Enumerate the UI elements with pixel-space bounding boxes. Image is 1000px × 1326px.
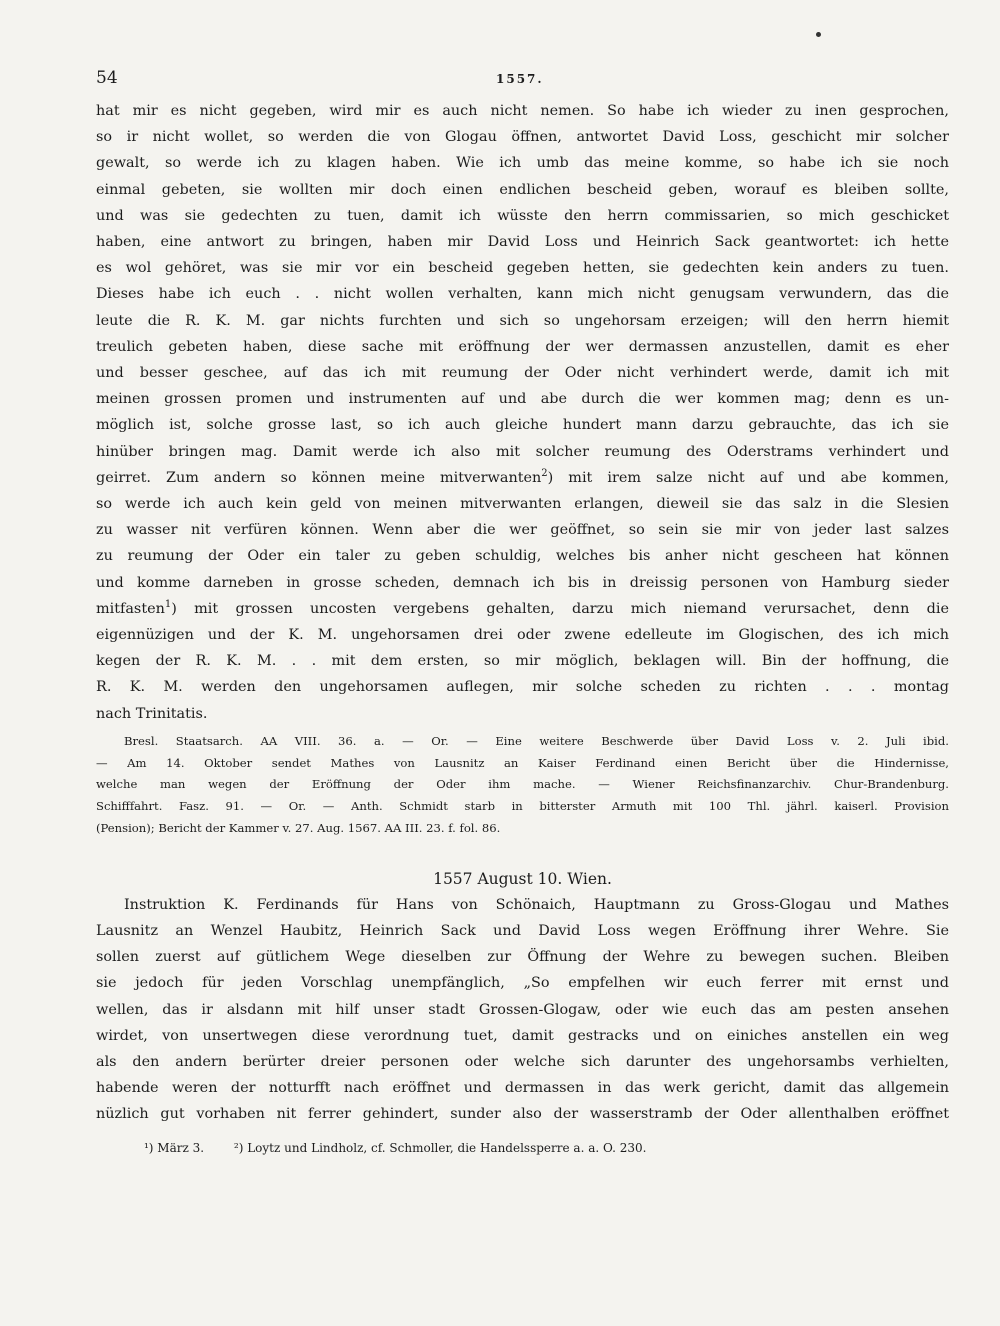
text-line: nach Trinitatis. (96, 705, 208, 722)
text-line: treulich gebeten haben, diese sache mit eröffnung der wer dermassen anzustellen, damit es eher (96, 338, 949, 355)
note-line: welche man wegen der Eröffnung der Oder ihm mache. — Wiener Reichsfinanzarchiv. Chur-Brandenburg. (96, 777, 949, 792)
text-line: so ir nicht wollet, so werden die von Glogau öffnen, antwortet David Loss, geschicht mir solcher (96, 129, 949, 146)
text-line: und was sie gedechten zu tuen, damit ich wüsste den herrn commissarien, so mich geschicket (96, 207, 949, 224)
text-line: wirdet, von unsertwegen diese verordnung tuet, damit gestracks und on einiches anstellen ein weg (96, 1027, 949, 1044)
text-line: wellen, das ir alsdann mit hilf unser stadt Grossen-Glogaw, oder wie euch das am pesten ansehen (96, 1001, 949, 1018)
footnote-ref-2: 2 (541, 468, 548, 480)
text-line: als den andern berürter dreier personen oder welche sich darunter des ungehorsambs verhielten, (96, 1054, 949, 1071)
text-line (96, 596, 949, 622)
document-page (96, 68, 949, 1158)
note-line: — Am 14. Oktober sendet Mathes von Lausnitz an Kaiser Ferdinand einen Bericht über die Hindernisse, (96, 755, 949, 770)
text-line: es wol gehöret, was sie mir vor ein bescheid gegeben hetten, sie gedechten kein anders zu tuen. (96, 260, 949, 277)
note-line: Schifffahrt. Fasz. 91. — Or. — Anth. Schmidt starb in bitterster Armuth mit 100 Thl. jährl. kaiserl. Provision (96, 799, 949, 814)
text-line: und komme darneben in grosse scheden, demnach ich bis in dreissig personen von Hamburg sieder (96, 574, 949, 591)
text-segment: mitfasten (96, 600, 165, 617)
text-line: R. K. M. werden den ungehorsamen auflegen, mir solche scheden zu richten . . . montag (96, 679, 949, 696)
page-number: 54 (96, 68, 118, 88)
text-line: zu reumung der Oder ein taler zu geben schuldig, welches bis anher nicht gescheen hat können (96, 548, 949, 565)
text-line: gewalt, so werde ich zu klagen haben. Wie ich umb das meine komme, so habe ich sie noch (96, 155, 949, 172)
letter-text (96, 98, 949, 727)
text-line: Lausnitz an Wenzel Haubitz, Heinrich Sack und David Loss wegen Eröffnung ihrer Wehre. Sie (96, 923, 949, 940)
footnote-ref-1: 1 (164, 599, 172, 611)
text-line: eigennüzigen und der K. M. ungehorsamen drei oder zwene edelleute im Glogischen, des ich mich (96, 627, 949, 644)
source-notes (96, 731, 949, 840)
text-line: leute die R. K. M. gar nichts furchten und sich so ungehorsam erzeigen; will den herrn hiemit (96, 312, 949, 329)
text-line (96, 465, 949, 491)
note-line: Bresl. Staatsarch. AA VIII. 36. a. — Or. — Eine weitere Beschwerde über David Loss v. 2. Juli ibid. (124, 733, 949, 748)
footnote-2: ²) Loytz und Lindholz, cf. Schmoller, die Handelssperre a. a. O. 230. (233, 1140, 647, 1155)
text-line: einmal gebeten, sie wollten mir doch einen endlichen bescheid geben, worauf es bleiben sollte, (96, 181, 949, 198)
instruction-text (96, 892, 949, 1128)
text-line: hinüber bringen mag. Damit werde ich also mit solcher reumung des Oderstrams verhindert und (96, 443, 949, 460)
text-line: habende weren der notturfft nach eröffnet und dermassen in das werk gericht, damit das allgemein (96, 1080, 949, 1097)
footnotes (96, 1138, 949, 1158)
text-segment: geirret. Zum andern so können meine mitverwanten (96, 469, 542, 486)
text-segment: ) mit grossen uncosten vergebens gehalten, darzu mich niemand verursachet, denn die (171, 600, 949, 617)
text-line: haben, eine antwort zu bringen, haben mir David Loss und Heinrich Sack geantwortet: ich hette (96, 234, 949, 251)
ink-spot (816, 32, 821, 37)
text-line: zu wasser nit verfüren können. Wenn aber die wer geöffnet, so sein sie mir von jeder last salzes (96, 522, 949, 539)
text-line: so werde ich auch kein geld von meinen mitverwanten erlangen, dieweil sie das salz in die Slesien (96, 496, 949, 513)
text-segment: ) mit irem salze nicht auf und abe kommen, (547, 469, 950, 486)
text-line: meinen grossen promen und instrumenten auf und abe durch die wer kommen mag; denn es un- (96, 391, 949, 408)
text-line: hat mir es nicht gegeben, wird mir es auch nicht nemen. So habe ich wieder zu inen gesprochen, (96, 103, 949, 119)
text-line: nüzlich gut vorhaben nit ferrer gehindert, sunder also der wasserstramb der Oder allenthalben eröffnet (96, 1106, 949, 1123)
page-header (96, 68, 949, 98)
text-line: sie jedoch für jeden Vorschlag unempfänglich, „So empfelhen wir euch ferrer mit ernst und (96, 975, 949, 992)
text-line: Instruktion K. Ferdinands für Hans von Schönaich, Hauptmann zu Gross-Glogau und Mathes (124, 896, 949, 913)
text-line: Dieses habe ich euch . . nicht wollen verhalten, kann mich nicht genugsam verwundern, das die (96, 286, 949, 303)
text-line: möglich ist, solche grosse last, so ich auch gleiche hundert mann darzu gebrauchte, das ich sie (96, 417, 949, 434)
text-line: sollen zuerst auf gütlichem Wege dieselben zur Öffnung der Wehre zu bewegen suchen. Bleiben (96, 949, 949, 966)
text-line: und besser geschee, auf das ich mit reumung der Oder nicht verhindert werde, damit ich mit (96, 365, 949, 382)
text-line: kegen der R. K. M. . . mit dem ersten, so mir möglich, beklagen will. Bin der hoffnung, die (96, 653, 949, 670)
footnote-1: ¹) März 3. (144, 1140, 205, 1155)
note-line: (Pension); Bericht der Kammer v. 27. Aug. 1567. AA III. 23. f. fol. 86. (96, 821, 501, 836)
running-head: 1557. (496, 72, 544, 86)
section-heading: 1557 August 10. Wien. (433, 869, 612, 888)
